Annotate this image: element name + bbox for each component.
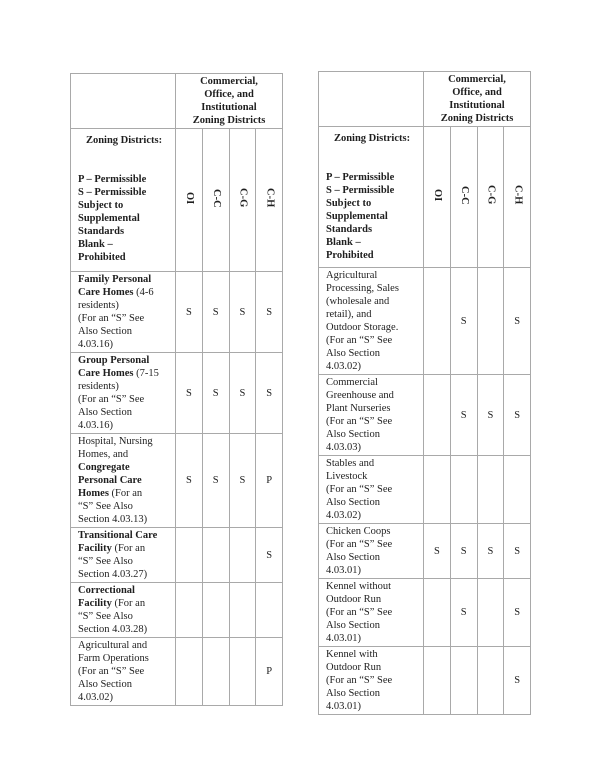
use-label-text: 4.03.02): [326, 361, 361, 372]
legend-line: Blank –: [326, 237, 361, 248]
permission-cell: S: [504, 268, 531, 375]
permission-cell: S: [176, 434, 203, 528]
use-label-line: [326, 606, 420, 619]
use-label-text: Outdoor Storage.: [326, 322, 399, 333]
use-label-line: [326, 347, 420, 360]
use-label-text: “S” See Also: [78, 501, 133, 512]
permission-cell: S: [424, 524, 451, 579]
permission-cell: [477, 579, 504, 647]
permission-cell: S: [450, 268, 477, 375]
use-label-line: [326, 619, 420, 632]
use-label-line: [78, 325, 172, 338]
use-label-text: Personal Care: [78, 475, 142, 486]
column-header-cg-label: C-G: [237, 188, 249, 208]
legend-line: Prohibited: [326, 250, 374, 261]
use-label-cell: [319, 456, 424, 524]
permission-cell: S: [504, 375, 531, 456]
use-label-text: Stables and: [326, 458, 375, 469]
use-label-text: “S” See Also: [78, 611, 133, 622]
legend-header-row: [71, 129, 283, 272]
column-header-ch: [256, 129, 283, 272]
permission-cell: P: [256, 434, 283, 528]
use-label-text: residents): [78, 381, 119, 392]
permission-cell: [202, 583, 229, 638]
table-body-right: [319, 268, 531, 715]
permission-cell: [477, 456, 504, 524]
table-row: [319, 375, 531, 456]
use-label-line: [78, 273, 172, 286]
table-row: [319, 579, 531, 647]
use-label-line: [326, 674, 420, 687]
permission-cell: S: [176, 272, 203, 353]
permission-cell: S: [256, 353, 283, 434]
column-header-ch-label: C-H: [512, 185, 524, 205]
use-label-text: (7-15: [133, 368, 159, 379]
use-label-line: [78, 380, 172, 393]
permission-cell: [424, 456, 451, 524]
use-label-line: [78, 513, 172, 526]
permission-cell: [229, 528, 256, 583]
use-label-line: [326, 428, 420, 441]
permission-cell: S: [202, 434, 229, 528]
use-label-line: [78, 286, 172, 299]
use-label-line: [326, 496, 420, 509]
use-label-line: [326, 470, 420, 483]
use-label-text: (For an “S” See: [326, 484, 393, 495]
legend-line: Subject to: [326, 198, 372, 209]
table-row: [319, 456, 531, 524]
use-label-text: Kennel without: [326, 581, 392, 592]
table-row: [71, 528, 283, 583]
table-row: [71, 353, 283, 434]
permission-cell: [477, 268, 504, 375]
use-label-line: [326, 269, 420, 282]
use-label-text: retail), and: [326, 309, 372, 320]
use-label-line: [326, 415, 420, 428]
use-label-line: [326, 580, 420, 593]
use-label-line: [326, 360, 420, 373]
use-label-line: [78, 338, 172, 351]
table-row: [71, 434, 283, 528]
use-label-text: (For an “S” See: [326, 335, 393, 346]
permission-cell: S: [256, 528, 283, 583]
permission-cell: P: [256, 638, 283, 706]
use-label-line: [326, 334, 420, 347]
use-label-cell: [71, 528, 176, 583]
use-label-cell: [319, 579, 424, 647]
use-label-line: [78, 435, 172, 448]
use-label-text: Commercial: [326, 377, 378, 388]
zoning-table-left: [70, 73, 283, 706]
permission-cell: S: [504, 647, 531, 715]
group-header-row: [71, 74, 283, 129]
use-label-text: Facility: [78, 543, 112, 554]
permission-cell: S: [504, 579, 531, 647]
use-label-text: Also Section: [326, 552, 380, 563]
legend-line: Supplemental: [326, 211, 388, 222]
permission-cell: S: [450, 524, 477, 579]
use-label-text: Processing, Sales: [326, 283, 399, 294]
use-label-text: 4.03.01): [326, 633, 361, 644]
table-row: [71, 272, 283, 353]
use-label-text: (For an “S” See: [326, 539, 393, 550]
use-label-text: Section 4.03.13): [78, 514, 148, 525]
column-header-oi-label: OI: [184, 191, 196, 205]
use-label-line: [78, 584, 172, 597]
use-label-line: [326, 564, 420, 577]
use-label-text: Hospital, Nursing: [78, 436, 153, 447]
use-label-line: [78, 555, 172, 568]
use-label-cell: [319, 524, 424, 579]
legend-line: Blank –: [78, 239, 113, 250]
legend-line: P – Permissible: [78, 174, 147, 185]
group-title-line: Zoning Districts: [192, 115, 266, 126]
permission-cell: [229, 583, 256, 638]
use-label-text: Section 4.03.28): [78, 624, 148, 635]
use-label-text: Facility: [78, 598, 112, 609]
use-label-text: Transitional Care: [78, 530, 158, 541]
use-label-line: [326, 632, 420, 645]
use-label-text: Also Section: [326, 348, 380, 359]
use-label-line: [78, 500, 172, 513]
legend-line: S – Permissible: [78, 187, 147, 198]
use-label-text: Care Homes: [78, 287, 134, 298]
permission-cell: S: [450, 579, 477, 647]
use-label-text: (For an “S” See: [326, 675, 393, 686]
use-label-text: Chicken Coops: [326, 526, 391, 537]
group-header-row: [319, 72, 531, 127]
column-header-cc-label: C-C: [210, 188, 222, 208]
use-label-text: Also Section: [78, 407, 132, 418]
group-title-line: Zoning Districts: [440, 113, 514, 124]
use-label-line: [78, 448, 172, 461]
group-title-line: Commercial,: [200, 76, 258, 87]
use-label-line: [78, 312, 172, 325]
group-title-line: Institutional: [201, 102, 257, 113]
use-label-line: [78, 665, 172, 678]
permission-cell: [176, 638, 203, 706]
use-label-text: (For an: [111, 543, 146, 554]
permission-cell: S: [176, 353, 203, 434]
use-label-cell: [71, 272, 176, 353]
use-label-text: Greenhouse and: [326, 390, 394, 401]
use-label-text: 4.03.16): [78, 339, 113, 350]
use-label-text: Homes: [78, 488, 109, 499]
use-label-text: 4.03.01): [326, 565, 361, 576]
permission-cell: S: [477, 524, 504, 579]
use-label-line: [78, 678, 172, 691]
use-label-cell: [71, 434, 176, 528]
use-label-line: [326, 538, 420, 551]
group-title-line: Institutional: [449, 100, 505, 111]
use-label-line: [326, 687, 420, 700]
use-label-line: [78, 542, 172, 555]
corner-cell: [319, 72, 424, 127]
legend-line: Standards: [326, 224, 373, 235]
table-row: [319, 647, 531, 715]
use-label-cell: [319, 375, 424, 456]
use-label-line: [326, 389, 420, 402]
permission-cell: [229, 638, 256, 706]
use-label-line: [78, 354, 172, 367]
permission-cell: S: [256, 272, 283, 353]
permission-cell: [424, 268, 451, 375]
use-label-line: [326, 661, 420, 674]
use-label-line: [326, 402, 420, 415]
use-label-text: 4.03.01): [326, 701, 361, 712]
use-label-line: [78, 367, 172, 380]
permission-cell: [477, 647, 504, 715]
use-label-line: [78, 487, 172, 500]
permission-cell: [450, 647, 477, 715]
use-label-line: [326, 509, 420, 522]
use-label-text: Kennel with: [326, 649, 378, 660]
use-label-text: (For an: [108, 488, 143, 499]
use-label-text: 4.03.16): [78, 420, 113, 431]
use-label-text: (4-6: [133, 287, 154, 298]
use-label-text: (For an “S” See: [78, 394, 145, 405]
use-label-cell: [319, 268, 424, 375]
use-label-cell: [71, 353, 176, 434]
use-label-text: Correctional: [78, 585, 135, 596]
legend-cell: [71, 129, 176, 272]
permission-cell: S: [229, 353, 256, 434]
use-label-line: [78, 406, 172, 419]
use-label-text: residents): [78, 300, 119, 311]
use-label-line: [78, 568, 172, 581]
use-label-line: [78, 610, 172, 623]
permission-cell: [424, 375, 451, 456]
permission-cell: S: [477, 375, 504, 456]
use-label-text: Section 4.03.27): [78, 569, 148, 580]
use-label-text: Agricultural: [326, 270, 378, 281]
use-label-line: [326, 700, 420, 713]
legend-line: Supplemental: [78, 213, 140, 224]
legend-line: Standards: [78, 226, 125, 237]
use-label-cell: [71, 638, 176, 706]
use-label-text: Also Section: [78, 679, 132, 690]
use-label-text: Also Section: [78, 326, 132, 337]
permission-cell: S: [202, 353, 229, 434]
use-label-line: [78, 597, 172, 610]
use-label-line: [78, 623, 172, 636]
permission-cell: [424, 647, 451, 715]
use-label-line: [326, 457, 420, 470]
permission-cell: [202, 528, 229, 583]
group-title-line: Commercial,: [448, 74, 506, 85]
use-label-text: (For an “S” See: [326, 416, 393, 427]
permission-cell: S: [450, 375, 477, 456]
column-header-oi: [176, 129, 203, 272]
permission-cell: [202, 638, 229, 706]
use-label-line: [78, 393, 172, 406]
legend-header-row: [319, 127, 531, 268]
use-label-text: Plant Nurseries: [326, 403, 391, 414]
use-label-line: [326, 376, 420, 389]
use-label-line: [326, 282, 420, 295]
zoning-table-right: [318, 71, 531, 715]
table-row: [319, 524, 531, 579]
permission-cell: S: [202, 272, 229, 353]
legend-line: Subject to: [78, 200, 124, 211]
use-label-text: 4.03.02): [78, 692, 113, 703]
use-label-line: [78, 652, 172, 665]
use-label-text: Also Section: [326, 620, 380, 631]
permission-cell: S: [229, 272, 256, 353]
permission-cell: [450, 456, 477, 524]
table-row: [71, 638, 283, 706]
use-label-text: Family Personal: [78, 274, 152, 285]
use-label-line: [326, 295, 420, 308]
group-title-line: Office, and: [204, 89, 254, 100]
column-header-oi: [424, 127, 451, 268]
use-label-line: [326, 525, 420, 538]
use-label-line: [78, 461, 172, 474]
permission-cell: [504, 456, 531, 524]
use-label-text: Care Homes: [78, 368, 134, 379]
table-row: [71, 583, 283, 638]
use-label-line: [78, 419, 172, 432]
legend-cell: [319, 127, 424, 268]
permission-cell: [424, 579, 451, 647]
use-label-text: Also Section: [326, 688, 380, 699]
column-header-cc-label: C-C: [458, 185, 470, 205]
use-label-line: [326, 441, 420, 454]
legend-line: S – Permissible: [326, 185, 395, 196]
use-label-text: Homes, and: [78, 449, 129, 460]
use-label-line: [78, 299, 172, 312]
use-label-text: Group Personal: [78, 355, 150, 366]
use-label-text: (wholesale and: [326, 296, 390, 307]
use-label-text: Congregate: [78, 462, 130, 473]
use-label-cell: [319, 647, 424, 715]
use-label-line: [326, 593, 420, 606]
use-label-line: [78, 529, 172, 542]
use-label-text: Agricultural and: [78, 640, 148, 651]
legend-title: Zoning Districts:: [333, 133, 411, 144]
permission-cell: [256, 583, 283, 638]
use-label-line: [78, 639, 172, 652]
use-label-text: (For an: [111, 598, 146, 609]
use-label-text: “S” See Also: [78, 556, 133, 567]
use-label-line: [326, 483, 420, 496]
use-label-text: Outdoor Run: [326, 662, 382, 673]
use-label-text: 4.03.02): [326, 510, 361, 521]
table-row: [319, 268, 531, 375]
use-label-text: (For an “S” See: [78, 666, 145, 677]
use-label-line: [78, 691, 172, 704]
legend-title: Zoning Districts:: [85, 135, 163, 146]
use-label-text: Outdoor Run: [326, 594, 382, 605]
use-label-text: 4.03.03): [326, 442, 361, 453]
use-label-cell: [71, 583, 176, 638]
corner-cell: [71, 74, 176, 129]
use-label-line: [326, 321, 420, 334]
use-label-text: (For an “S” See: [78, 313, 145, 324]
column-header-cg: [477, 127, 504, 268]
legend-line: P – Permissible: [326, 172, 395, 183]
use-label-text: Farm Operations: [78, 653, 149, 664]
legend-line: Prohibited: [78, 252, 126, 263]
column-header-oi-label: OI: [432, 188, 444, 202]
permission-cell: [176, 528, 203, 583]
table-body-left: [71, 272, 283, 706]
use-label-text: Also Section: [326, 429, 380, 440]
use-label-text: Also Section: [326, 497, 380, 508]
column-header-cc: [450, 127, 477, 268]
column-header-ch-label: C-H: [264, 188, 276, 208]
use-label-line: [326, 308, 420, 321]
use-label-text: Livestock: [326, 471, 368, 482]
use-label-line: [326, 551, 420, 564]
group-header-cell: [176, 74, 283, 129]
group-header-cell: [424, 72, 531, 127]
permission-cell: [176, 583, 203, 638]
column-header-ch: [504, 127, 531, 268]
use-label-line: [326, 648, 420, 661]
use-label-line: [78, 474, 172, 487]
group-title-line: Office, and: [452, 87, 502, 98]
permission-cell: S: [504, 524, 531, 579]
column-header-cc: [202, 129, 229, 272]
use-label-text: (For an “S” See: [326, 607, 393, 618]
column-header-cg-label: C-G: [485, 185, 497, 205]
permission-cell: S: [229, 434, 256, 528]
column-header-cg: [229, 129, 256, 272]
